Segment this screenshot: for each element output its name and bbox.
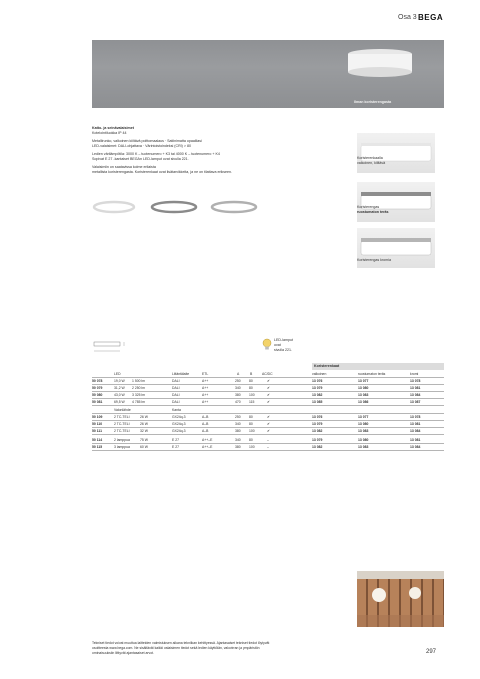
table-row: 50 078 19,0 W 1 500 lm DALI A++ 250 80 ✔ 13 076 13 077 13 078 [92, 379, 421, 383]
variant-sub: ruostumaton teräs [357, 210, 389, 214]
col-header: A [237, 372, 240, 376]
intro-line: Metallirunko, valkoinen kiiltävä polttomaalaus · Satiinimatta opaalilasi [92, 139, 202, 143]
dimension-drawing [92, 340, 132, 356]
led-note-line: sivulla 221. [274, 348, 292, 352]
col-header: valkoinen [312, 372, 327, 376]
intro-line: LED-valaisimet: DALI-ohjattava · Värintoistoindeksi (CRI) > 80 [92, 144, 191, 148]
intro-line: Valaisimiin on saatavissa kolme erilaista [92, 165, 156, 169]
decorative-rings-image [92, 198, 262, 216]
col-header: kromi [410, 372, 419, 376]
footer-line: Tekniset tiedot voivat muuttua laitteiden valmistuksen aikana tekniikan kehittyessä. Ajantasaiset tekniset tiedot löytyvät [92, 641, 270, 645]
col-header: AC/DC [262, 372, 273, 376]
hero-photo [92, 40, 444, 108]
col-header: Liitäntälaite [172, 372, 190, 376]
table-row: 50 079 31,2 W 2 250 lm DALI A++ 340 80 ✔ 13 079 13 080 13 081 [92, 386, 421, 390]
table-row: 50 114 2 lamppua 75 W E 27 A++–E 340 80 – 13 079 13 080 13 081 [92, 438, 421, 442]
variant-thumbnail [357, 133, 435, 173]
table-row: 50 109 2 TC-TELI 26 W GX24q-3 A–B 250 80 ✔ 13 076 13 077 13 078 [92, 415, 421, 419]
led-note-line: ovat [274, 343, 281, 347]
footer-line: ominaisuuksiin liittyvät ajantasaiset arvot. [92, 651, 155, 655]
col-header: LED [114, 372, 121, 376]
table-row: 50 081 69,5 W 4 785 lm DALI A++ 470 115 ✔ 13 085 13 086 13 087 [92, 400, 421, 404]
variant-label: Koristerengas [357, 205, 380, 209]
table-subheader-row: Valonlähde Kanta [114, 408, 181, 412]
variant-sub: valkoinen, kiiltävä [357, 161, 386, 165]
col-header: ruostumaton teräs [358, 372, 386, 376]
accessory-group-header: Koristerenkaat [312, 363, 444, 370]
footer-line: osoitteesta www.bega.com. Ne sisältävät kaikki valaisimen tiedot sekä ledien käyttöiän, valovirran ja ympäristön [92, 646, 260, 650]
brand-logo: BEGA [418, 13, 444, 22]
intro-line: metallista koristerengasta. Koristerenkaat ovat lisätarvikkeita, ja ne on tilattava erikseen. [92, 170, 233, 174]
table-row: 50 080 43,0 W 3 325 lm DALI A++ 380 100 ✔ 13 082 13 083 13 084 [92, 393, 421, 397]
section-label: Osa 3 [398, 14, 417, 21]
led-note-line: LED-lamput [274, 338, 293, 342]
intro-protection: Kotelointiluokka IP 44 [92, 131, 127, 135]
table-row: 50 110 2 TC-TELI 26 W GX24q-3 A–B 340 80 ✔ 13 079 13 080 13 081 [92, 422, 421, 426]
table-row: 50 111 2 TC-TELI 32 W GX24q-3 A–B 380 100 ✔ 13 082 13 083 13 084 [92, 429, 421, 433]
intro-line: Ledien värilämpötila: 3000 K – tuotenumero + K3 tai 4000 K – tuotenumero + K4 [92, 152, 220, 156]
ceiling-lamp-image [346, 48, 414, 78]
table-row: 50 115 3 lamppua 60 W E 27 A++–E 380 100 – 13 082 13 083 13 084 [92, 445, 421, 449]
variant-thumbnail [357, 182, 435, 222]
installation-photo [357, 571, 444, 627]
intro-title: Katto- ja seinävalaisimet [92, 126, 134, 130]
col-header: ETL [202, 372, 209, 376]
led-bulb-icon [262, 338, 272, 352]
variant-label: Koristerengas kromia [357, 258, 391, 262]
variant-label: Koristerenkaalla [357, 156, 383, 160]
col-header: B [250, 372, 253, 376]
hero-caption: Ilman koristerengasta [354, 100, 392, 104]
page-number: 297 [426, 649, 437, 655]
intro-line: Sopivat E 27 -kantaiset BEGAn LED-lamput ovat sivulla 221. [92, 157, 189, 161]
